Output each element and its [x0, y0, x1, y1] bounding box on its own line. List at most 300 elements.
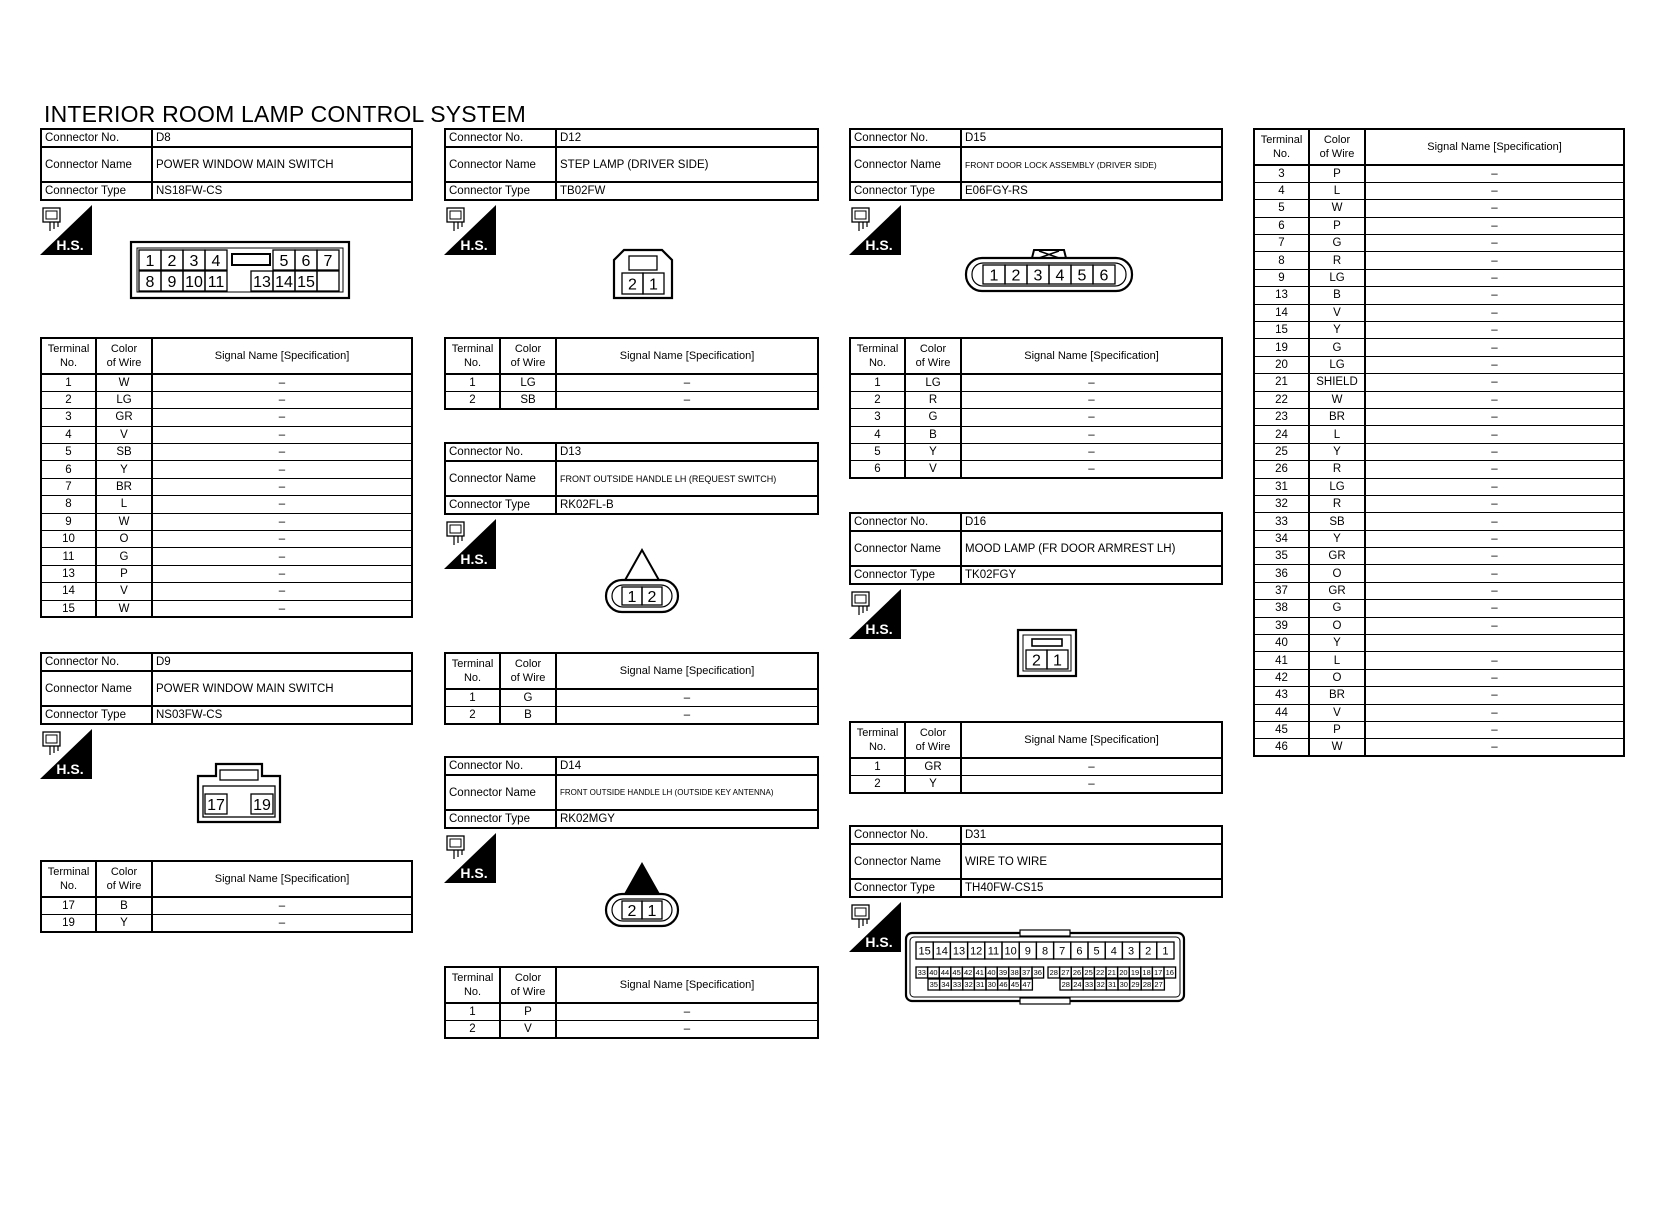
cavity-number: 4 [1055, 267, 1065, 285]
wire-glyph [454, 222, 462, 231]
connector-glyph [46, 211, 57, 219]
terminal-table-d15 [849, 337, 1223, 479]
wire-color-cell: R [905, 391, 961, 408]
signal-name-header: Signal Name [Specification] [961, 722, 1222, 758]
signal-name-cell: – [961, 426, 1222, 443]
connector-name-label: Connector Name [850, 844, 961, 879]
terminal-no-cell: 24 [1254, 426, 1309, 443]
wire-color-cell: LG [905, 374, 961, 391]
cavity-number: 7 [323, 252, 333, 270]
connector-no-value: D13 [556, 443, 818, 461]
table-row [850, 444, 1222, 461]
terminal-table-d16 [849, 721, 1223, 794]
harness-side-symbol [444, 519, 496, 569]
cavity-number: 5 [1093, 945, 1100, 958]
table-row [445, 1020, 818, 1037]
header-line: of Wire [106, 357, 142, 369]
terminal-no-cell: 41 [1254, 652, 1309, 669]
terminal-no-cell: 17 [41, 897, 96, 914]
table-row [41, 914, 412, 931]
connector-info-d15 [849, 128, 1223, 201]
header-line: of Wire [510, 986, 546, 998]
connector-info-d13 [444, 442, 819, 515]
terminal-no-cell: 2 [850, 391, 905, 408]
wire-color-cell: P [500, 1003, 556, 1020]
header-line: No. [868, 741, 887, 753]
cavity-number: 36 [1033, 968, 1042, 978]
connector-type-label: Connector Type [445, 496, 556, 514]
wire-color-cell: R [1309, 461, 1365, 478]
wire-color-cell: G [500, 689, 556, 706]
signal-name-cell: – [1365, 269, 1624, 286]
terminal-no-cell: 2 [41, 391, 96, 408]
signal-name-cell: – [1365, 687, 1624, 704]
header-line: of Wire [915, 357, 951, 369]
connector-type-label: Connector Type [41, 706, 152, 724]
wire-glyph [50, 222, 58, 231]
connector-lock [1032, 639, 1062, 646]
cavity-number: 45 [952, 968, 961, 978]
harness-side-text: H.S. [460, 551, 488, 567]
table-row [41, 531, 412, 548]
table-row [1254, 217, 1624, 234]
signal-name-cell: – [1365, 287, 1624, 304]
table-row [41, 496, 412, 513]
wire-color-cell: B [1309, 287, 1365, 304]
connector-type-value: TK02FGY [961, 566, 1222, 584]
terminal-no-cell: 13 [1254, 287, 1309, 304]
table-row [1254, 704, 1624, 721]
table-row [445, 689, 818, 706]
wire-color-header [500, 338, 556, 374]
terminal-table-header [850, 338, 1222, 374]
terminal-table-d31 [1253, 128, 1625, 757]
table-row [1254, 269, 1624, 286]
signal-name-cell: – [1365, 530, 1624, 547]
wire-color-cell: V [96, 583, 152, 600]
wire-color-cell: GR [96, 409, 152, 426]
wire-color-header [905, 722, 961, 758]
cavity-number: 6 [301, 252, 311, 270]
cavity-number: 24 [1073, 980, 1082, 990]
signal-name-cell: – [152, 444, 412, 461]
header-line: Color [514, 658, 542, 670]
connector-no-label: Connector No. [445, 757, 556, 775]
connector-face-d9 [196, 762, 282, 824]
cavity-number: 33 [952, 980, 962, 990]
terminal-no-cell: 39 [1254, 617, 1309, 634]
terminal-no-cell: 31 [1254, 478, 1309, 495]
cavity-number: 40 [929, 968, 938, 978]
harness-side-icon [444, 833, 496, 883]
table-row [1254, 582, 1624, 599]
terminal-no-cell: 2 [445, 1020, 500, 1037]
cavity-number: 27 [1061, 968, 1070, 978]
signal-name-cell: – [961, 409, 1222, 426]
connector-lock [629, 256, 657, 270]
connector-glyph [855, 908, 866, 916]
wire-color-cell: SB [500, 391, 556, 408]
header-line: No. [59, 357, 78, 369]
wire-color-header [96, 861, 152, 897]
terminal-no-cell: 10 [41, 531, 96, 548]
wire-color-cell: V [1309, 704, 1365, 721]
connector-type-value: RK02MGY [556, 810, 818, 828]
cavity-number: 9 [1024, 945, 1031, 958]
cavity-number: 3 [1033, 267, 1043, 285]
terminal-no-cell: 21 [1254, 374, 1309, 391]
table-row [445, 1003, 818, 1020]
harness-side-icon [849, 205, 901, 255]
wire-color-header [96, 338, 152, 374]
table-row [1254, 426, 1624, 443]
signal-name-cell: – [556, 706, 818, 723]
connector-type-value: NS03FW-CS [152, 706, 412, 724]
terminal-no-cell: 2 [445, 391, 500, 408]
harness-side-text: H.S. [460, 237, 488, 253]
table-row [41, 565, 412, 582]
connector-face-d13 [604, 546, 680, 614]
wire-color-cell: LG [1309, 356, 1365, 373]
header-line: Terminal [856, 343, 899, 355]
cavity-number: 47 [1022, 980, 1031, 990]
wire-color-cell: W [96, 513, 152, 530]
terminal-no-cell: 1 [445, 689, 500, 706]
connector-info-d8 [40, 128, 413, 201]
signal-name-cell: – [1365, 478, 1624, 495]
connector-name-label: Connector Name [850, 531, 961, 566]
terminal-no-cell: 23 [1254, 408, 1309, 425]
signal-name-cell: – [1365, 391, 1624, 408]
table-row [850, 374, 1222, 391]
cavity-number: 6 [1099, 267, 1109, 285]
cavity-number: 29 [1131, 980, 1140, 990]
terminal-no-cell: 44 [1254, 704, 1309, 721]
table-row [1254, 339, 1624, 356]
table-row [1254, 391, 1624, 408]
cavity-number: 13 [253, 273, 271, 291]
table-row [1254, 669, 1624, 686]
signal-name-cell: – [1365, 617, 1624, 634]
signal-name-cell: – [1365, 548, 1624, 565]
header-line: Terminal [856, 727, 899, 739]
harness-side-icon [40, 729, 92, 779]
signal-name-cell: – [1365, 339, 1624, 356]
cavity-number: 2 [1032, 652, 1041, 670]
wire-color-cell: O [96, 531, 152, 548]
connector-no-value: D8 [152, 129, 412, 147]
wire-color-cell: O [1309, 565, 1365, 582]
cavity-number: 9 [167, 273, 177, 291]
cavity-number: 10 [185, 273, 203, 291]
table-row [1254, 530, 1624, 547]
table-row [1254, 548, 1624, 565]
connector-lock [232, 254, 270, 265]
wire-color-cell: W [96, 600, 152, 617]
cavity-number: 15 [297, 273, 315, 291]
connector-name-value: FRONT OUTSIDE HANDLE LH (OUTSIDE KEY ANTENNA) [556, 775, 818, 810]
connector-no-label: Connector No. [41, 129, 152, 147]
cavity-number: 46 [999, 980, 1008, 990]
wire-color-cell: G [905, 409, 961, 426]
connector-name-value: POWER WINDOW MAIN SWITCH [152, 671, 412, 706]
connector-type-label: Connector Type [850, 879, 961, 897]
terminal-no-cell: 14 [1254, 304, 1309, 321]
table-row [1254, 408, 1624, 425]
terminal-table-header [445, 653, 818, 689]
connector-info-d14 [444, 756, 819, 829]
connector-glyph [450, 839, 461, 847]
table-row [1254, 235, 1624, 252]
wire-color-cell: G [96, 548, 152, 565]
harness-side-symbol [444, 833, 496, 883]
terminal-no-cell: 42 [1254, 669, 1309, 686]
header-line: of Wire [510, 672, 546, 684]
terminal-no-header [850, 338, 905, 374]
connector-no-label: Connector No. [850, 129, 961, 147]
signal-name-cell: – [1365, 739, 1624, 756]
cavity-number: 2 [1145, 945, 1152, 958]
terminal-no-cell: 37 [1254, 582, 1309, 599]
terminal-no-cell: 1 [850, 758, 905, 775]
terminal-no-cell: 2 [445, 706, 500, 723]
wire-color-cell: Y [1309, 530, 1365, 547]
wire-color-header [500, 967, 556, 1003]
table-row [850, 775, 1222, 792]
terminal-no-cell: 22 [1254, 391, 1309, 408]
signal-name-cell: – [1365, 408, 1624, 425]
terminal-no-cell: 11 [41, 548, 96, 565]
signal-name-cell: – [152, 565, 412, 582]
table-row [41, 409, 412, 426]
connector-type-value: E06FGY-RS [961, 182, 1222, 200]
table-row [41, 391, 412, 408]
header-line: Terminal [451, 658, 494, 670]
terminal-table-header [445, 967, 818, 1003]
terminal-no-cell: 4 [850, 426, 905, 443]
cavity-number: 17 [1154, 968, 1163, 978]
wire-color-cell: P [96, 565, 152, 582]
terminal-no-cell: 25 [1254, 443, 1309, 460]
terminal-no-cell: 3 [41, 409, 96, 426]
connector-type-label: Connector Type [850, 566, 961, 584]
harness-side-icon [849, 902, 901, 952]
wire-color-cell: W [1309, 200, 1365, 217]
cavity-number: 13 [952, 945, 966, 958]
wire-color-cell: BR [1309, 687, 1365, 704]
table-row [41, 600, 412, 617]
cavity-number: 15 [918, 945, 931, 958]
terminal-table-header [41, 338, 412, 374]
terminal-no-cell: 46 [1254, 739, 1309, 756]
connector-type-label: Connector Type [445, 182, 556, 200]
signal-name-header: Signal Name [Specification] [961, 338, 1222, 374]
connector-type-value: TB02FW [556, 182, 818, 200]
table-row [41, 374, 412, 391]
cavity-number: 37 [1022, 968, 1031, 978]
header-line: Color [1323, 134, 1351, 146]
terminal-no-cell: 4 [1254, 182, 1309, 199]
connector-no-value: D12 [556, 129, 818, 147]
page-title: INTERIOR ROOM LAMP CONTROL SYSTEM [44, 101, 526, 127]
signal-name-cell: – [1365, 374, 1624, 391]
cavity-number: 28 [1049, 968, 1058, 978]
terminal-no-cell: 19 [41, 914, 96, 931]
table-row [41, 426, 412, 443]
wire-color-cell: B [905, 426, 961, 443]
cavity-number: 14 [275, 273, 293, 291]
header-line: No. [463, 357, 482, 369]
terminal-no-cell: 5 [1254, 200, 1309, 217]
signal-name-cell: – [556, 391, 818, 408]
terminal-no-cell: 6 [850, 461, 905, 478]
connector-glyph [855, 595, 866, 603]
header-line: Terminal [47, 866, 90, 878]
signal-name-header: Signal Name [Specification] [556, 653, 818, 689]
wire-color-cell: BR [96, 478, 152, 495]
header-line: No. [868, 357, 887, 369]
terminal-no-cell: 5 [850, 444, 905, 461]
cavity-number: 31 [1108, 980, 1117, 990]
cavity-number: 30 [1119, 980, 1128, 990]
terminal-no-cell: 6 [1254, 217, 1309, 234]
table-row [1254, 617, 1624, 634]
cavity-number: 2 [647, 588, 657, 606]
cavity-number: 40 [987, 968, 996, 978]
terminal-table-header [445, 338, 818, 374]
terminal-table-header [1254, 129, 1624, 165]
table-row [1254, 495, 1624, 512]
cavity-number: 7 [1059, 945, 1066, 958]
connector-face-d8 [130, 241, 350, 299]
table-row [41, 444, 412, 461]
terminal-table-header [850, 722, 1222, 758]
cavity-number: 14 [935, 945, 948, 958]
signal-name-cell: – [961, 461, 1222, 478]
cavity-number: 22 [1096, 968, 1105, 978]
signal-name-cell: – [1365, 565, 1624, 582]
wire-color-cell: W [1309, 739, 1365, 756]
header-line: No. [463, 672, 482, 684]
wire-color-cell: GR [1309, 548, 1365, 565]
connector-info-d16 [849, 512, 1223, 585]
table-row [1254, 356, 1624, 373]
wire-color-cell: Y [96, 461, 152, 478]
connector-glyph [450, 525, 461, 533]
cavity-number: 33 [1084, 980, 1094, 990]
terminal-no-cell: 1 [445, 1003, 500, 1020]
terminal-no-cell: 3 [850, 409, 905, 426]
connector-type-label: Connector Type [41, 182, 152, 200]
signal-name-cell: – [1365, 356, 1624, 373]
header-line: Terminal [1260, 134, 1303, 146]
connector-lock [1020, 930, 1070, 936]
cavity-number: 19 [253, 796, 271, 814]
header-line: Color [919, 343, 947, 355]
harness-side-icon [444, 205, 496, 255]
harness-side-text: H.S. [865, 934, 893, 950]
table-row [445, 374, 818, 391]
harness-side-text: H.S. [56, 761, 84, 777]
connector-glyph [450, 211, 461, 219]
connector-name-label: Connector Name [41, 671, 152, 706]
terminal-no-cell: 33 [1254, 513, 1309, 530]
wire-color-cell: Y [905, 775, 961, 792]
signal-name-cell: – [1365, 182, 1624, 199]
cavity-number: 1 [989, 267, 999, 285]
cavity-number: 20 [1119, 968, 1128, 978]
signal-name-cell: – [152, 914, 412, 931]
connector-face-d15 [964, 248, 1134, 294]
table-row [1254, 443, 1624, 460]
terminal-no-header [41, 338, 96, 374]
terminal-no-cell: 15 [41, 600, 96, 617]
wire-color-cell: LG [1309, 269, 1365, 286]
cavity-number: 45 [1010, 980, 1020, 990]
cavity-number: 32 [964, 980, 973, 990]
terminal-no-cell: 19 [1254, 339, 1309, 356]
harness-side-text: H.S. [865, 237, 893, 253]
connector-no-value: D9 [152, 653, 412, 671]
signal-name-cell: – [556, 689, 818, 706]
connector-key [624, 864, 660, 896]
wire-color-cell: GR [905, 758, 961, 775]
header-line: Terminal [451, 343, 494, 355]
wire-color-cell: P [1309, 722, 1365, 739]
terminal-no-cell: 1 [445, 374, 500, 391]
terminal-no-header [445, 967, 500, 1003]
wire-color-cell: SB [96, 444, 152, 461]
cavity-number: 1 [647, 902, 657, 920]
signal-name-cell: – [961, 758, 1222, 775]
cavity-number: 11 [207, 273, 225, 291]
cavity-number: 12 [970, 945, 983, 958]
table-row [1254, 687, 1624, 704]
connector-type-value: RK02FL-B [556, 496, 818, 514]
connector-face-d12 [612, 248, 674, 300]
signal-name-cell [1365, 635, 1624, 652]
wire-color-cell: Y [1309, 635, 1365, 652]
wire-color-cell: G [1309, 600, 1365, 617]
wire-color-cell: B [500, 706, 556, 723]
signal-name-cell: – [1365, 304, 1624, 321]
terminal-no-cell: 7 [41, 478, 96, 495]
terminal-no-cell: 34 [1254, 530, 1309, 547]
wire-color-cell: O [1309, 669, 1365, 686]
wire-color-cell: W [1309, 391, 1365, 408]
terminal-no-cell: 6 [41, 461, 96, 478]
cavity-number: 33 [917, 968, 926, 978]
wire-color-cell: P [1309, 165, 1365, 182]
cavity-number: 1 [649, 276, 658, 294]
signal-name-header: Signal Name [Specification] [556, 967, 818, 1003]
connector-name-value: POWER WINDOW MAIN SWITCH [152, 147, 412, 182]
table-row [1254, 304, 1624, 321]
connector-name-label: Connector Name [445, 775, 556, 810]
header-line: Color [514, 343, 542, 355]
terminal-no-cell: 14 [41, 583, 96, 600]
table-row [1254, 252, 1624, 269]
terminal-table-d8 [40, 337, 413, 618]
table-row [850, 409, 1222, 426]
header-line: of Wire [915, 741, 951, 753]
wire-color-cell: Y [1309, 443, 1365, 460]
terminal-no-cell: 43 [1254, 687, 1309, 704]
connector-info-d9 [40, 652, 413, 725]
table-row [1254, 322, 1624, 339]
wire-color-cell: V [500, 1020, 556, 1037]
wire-color-cell: BR [1309, 408, 1365, 425]
